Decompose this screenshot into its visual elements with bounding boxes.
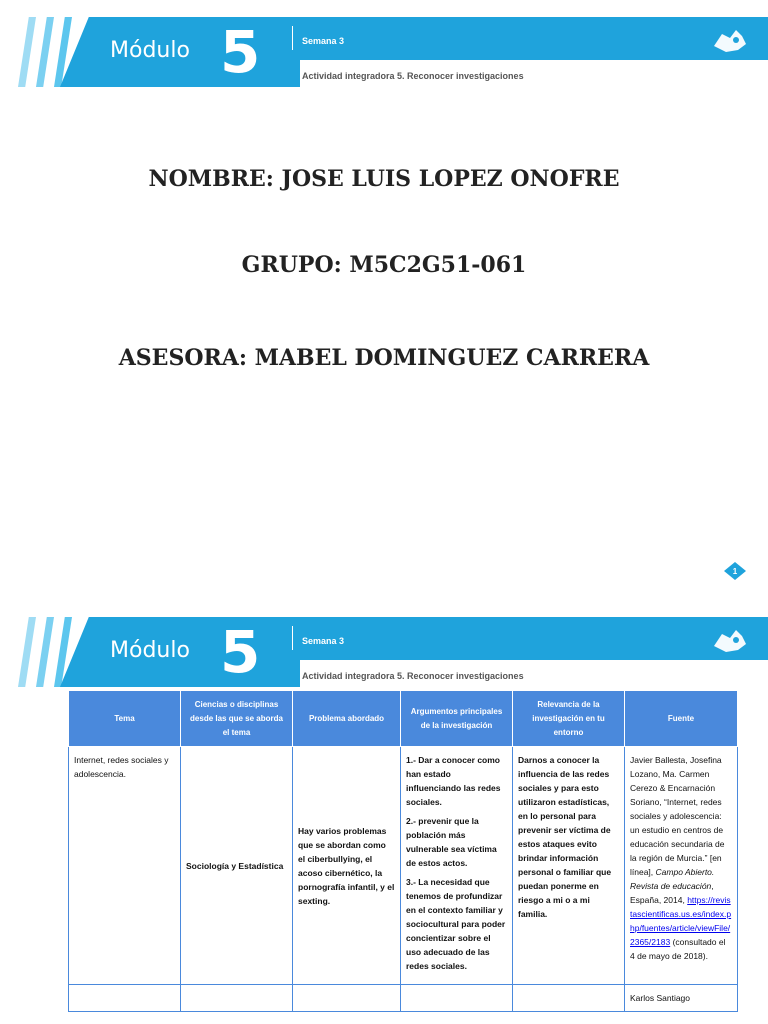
module-number: 5 (220, 618, 261, 686)
table-row (69, 747, 738, 985)
cell-problema (293, 985, 401, 1012)
argument-1: 1.- Dar a conocer como han estado influenciando las redes sociales. (406, 755, 501, 807)
banner-tail (290, 660, 300, 687)
module-word: Módulo (110, 638, 190, 663)
prepa-logo-icon (712, 626, 748, 654)
module-banner (0, 0, 768, 90)
banner-band (290, 17, 768, 60)
header-argumentos: Argumentos principales de la investigación (401, 691, 513, 747)
table-header-row (69, 691, 738, 747)
table-page (0, 600, 768, 1024)
banner-divider (292, 26, 293, 50)
banner-divider (292, 626, 293, 650)
header-relevancia: Relevancia de la investigación en tu entorno (513, 691, 625, 747)
banner-stripe (18, 617, 36, 687)
banner-tail (290, 60, 300, 87)
cell-relevancia (513, 985, 625, 1012)
table-row (69, 985, 738, 1012)
module-number: 5 (220, 18, 261, 86)
cell-ciencias (181, 985, 293, 1012)
source-consulted: (consultado el 4 de mayo de 2018). (630, 937, 726, 961)
cell-problema: Hay varios problemas que se abordan como el ciberbullying, el acoso cibernético, la pornografía infantil, y el sexting. (293, 747, 401, 985)
source-place: , España, 2014, (630, 881, 714, 905)
week-label: Semana 3 (302, 36, 345, 46)
cell-fuente (625, 747, 738, 985)
cell-tema: Internet, redes sociales y adolescencia. (69, 747, 181, 985)
student-name: NOMBRE: JOSE LUIS LOPEZ ONOFRE (148, 166, 620, 192)
argument-2: 2.- prevenir que la población más vulnerable sea víctima de estos actos. (406, 816, 497, 868)
source-authors: Javier Ballesta, Josefina Lozano, Ma. Carmen Cerezo & Encarnación Soriano, “Internet, redes sociales y adolescencia: un estudio en centros de educación secundaria de la región de Murcia.” [en línea], (630, 755, 725, 877)
group-code: GRUPO: M5C2G51-061 (241, 252, 527, 278)
cell-argumentos (401, 747, 513, 985)
module-word: Módulo (110, 38, 190, 63)
cell-ciencias: Sociología y Estadística (181, 747, 293, 985)
page-number-badge (724, 562, 746, 580)
page-number: 1 (732, 567, 738, 576)
research-table (68, 690, 738, 1012)
header-fuente: Fuente (625, 691, 738, 747)
banner-stripe (36, 617, 54, 687)
cell-fuente: Karlos Santiago (625, 985, 738, 1012)
prepa-logo-icon (712, 26, 748, 54)
banner-stripe (18, 17, 36, 87)
banner-band (290, 617, 768, 660)
header-problema: Problema abordado (293, 691, 401, 747)
activity-title: Actividad integradora 5. Reconocer investigaciones (302, 671, 524, 681)
source-link[interactable]: https://revistascientificas.us.es/index.php/fuentes/article/viewFile/2365/2183 (630, 895, 732, 947)
activity-title: Actividad integradora 5. Reconocer investigaciones (302, 71, 524, 81)
advisor-name: ASESORA: MABEL DOMINGUEZ CARRERA (118, 345, 650, 371)
cell-argumentos (401, 985, 513, 1012)
module-banner (0, 600, 768, 690)
week-label: Semana 3 (302, 636, 345, 646)
banner-stripe (36, 17, 54, 87)
cell-relevancia: Darnos a conocer la influencia de las redes sociales y para esto utilizaron estadísticas, en lo personal para prevenir ser víctima de estos ataques evito brindar información personal o familiar que puedan ponerme en riesgo a mi o a mi familia. (513, 747, 625, 985)
source-journal: Campo Abierto. Revista de educación (630, 867, 715, 891)
argument-3: 3.- La necesidad que tenemos de profundizar en el contexto familiar y sociocultural para poder concientizar sobre el uso adecuado de las redes sociales. (406, 877, 506, 971)
cell-tema (69, 985, 181, 1012)
header-tema: Tema (69, 691, 181, 747)
header-ciencias: Ciencias o disciplinas desde las que se aborda el tema (181, 691, 293, 747)
